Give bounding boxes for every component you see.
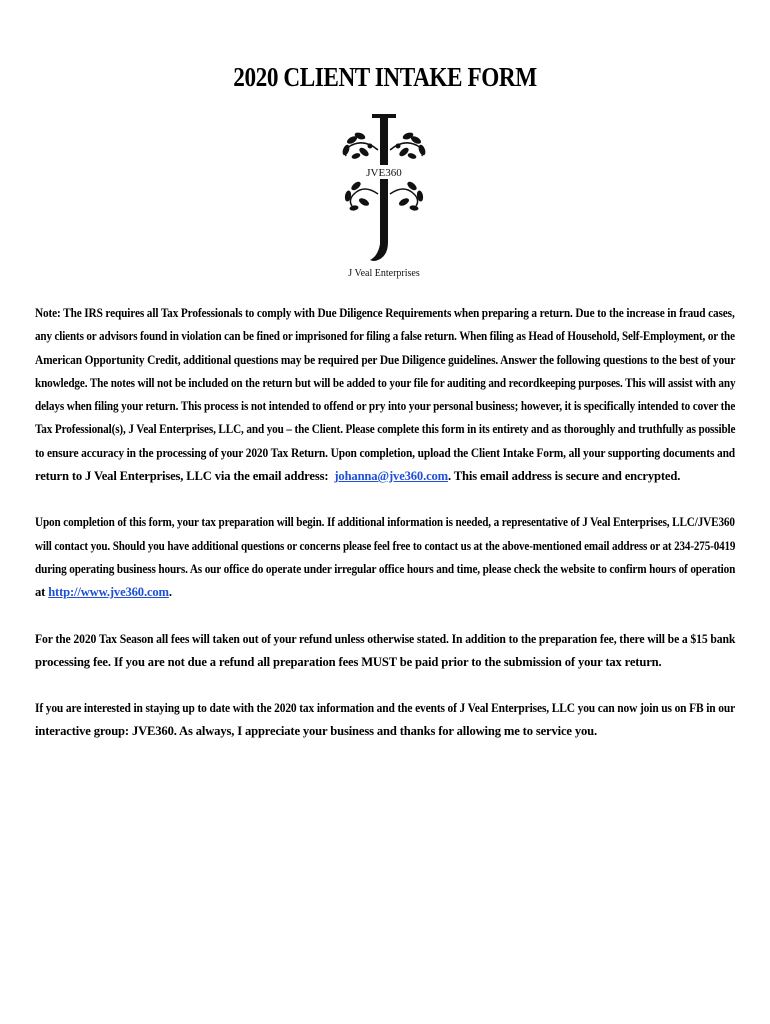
paragraph-line: during operating business hours. As our office do operate under irregular office hours and time, please check the website to confirm hours of operation [35,561,736,576]
paragraph-line: any clients or advisors found in violation can be fined or imprisoned for filing a false return. When filing as Head of Household, Self-Employment, or the [35,329,735,344]
website-link[interactable]: http://www.jve360.com [48,585,169,600]
fees-paragraph [35,628,735,675]
logo-caption: J Veal Enterprises [348,268,420,279]
contact-paragraph [35,511,735,604]
email-trailing-text: . This email address is secure and encrypted. [448,469,681,484]
website-trailing-text: . [168,585,172,600]
logo-serif-bar [372,114,396,118]
paragraph-line: knowledge. The notes will not be included on the return but will be added to your file for auditing and recordkeeping purposes. This will assist with any [35,375,736,390]
facebook-group-paragraph [35,697,735,744]
paragraph-line [35,465,735,488]
logo-flourish-lower-left [345,181,378,211]
paragraph-line: will contact you. Should you have additional questions or concerns please feel free to contact us at the above-mentioned email address or at 234-275-0419 [35,538,736,553]
document-body [35,302,735,767]
paragraph-line: Note: The IRS requires all Tax Professionals to comply with Due Diligence Requirements when preparing a return. Due to the increase in fraud cases, [35,306,735,320]
paragraph-line: For the 2020 Tax Season all fees will taken out of your refund unless otherwise stated. In addition to the preparation fee, there will be a $15 bank [35,631,736,646]
logo-mark-text: JVE360 [366,167,402,179]
paragraph-line: Upon completion of this form, your tax preparation will begin. If additional information is needed, a representative of J Veal Enterprises, LLC/JVE360 [35,515,735,530]
due-diligence-paragraph [35,302,735,488]
paragraph-line: Tax Professional(s), J Veal Enterprises, LLC, and you – the Client. Please complete this form in its entirety and as thoroughly and truthfully as possible [35,422,736,437]
email-lead-text: return to J Veal Enterprises, LLC via the email address: [35,469,329,484]
paragraph-line: If you are interested in staying up to date with the 2020 tax information and the events of J Veal Enterprises, LLC you can now join us on FB in our [35,701,736,716]
paragraph-line [35,581,735,604]
paragraph-line: interactive group: JVE360. As always, I appreciate your business and thanks for allowing me to service you. [35,724,598,739]
paragraph-line: to ensure accuracy in the processing of your 2020 Tax Return. Upon completion, upload the Client Intake Form, all your supporting documents and [35,445,736,460]
page-title: 2020 CLIENT INTAKE FORM [233,62,537,92]
logo-flourish-upper-right [390,132,426,159]
logo-flourish-lower-right [390,181,423,211]
logo-j-stem [370,118,388,261]
paragraph-line: processing fee. If you are not due a refund all preparation fees MUST be paid prior to the submission of your tax return. [35,654,662,669]
logo-flourish-upper-left [342,132,378,159]
email-link[interactable]: johanna@jve360.com [334,469,448,484]
paragraph-line: delays when filing your return. This process is not intended to offend or pry into your personal business; however, it is specifically intended to cover the [35,399,736,414]
paragraph-line: American Opportunity Credit, additional questions may be required per Due Diligence guidelines. Answer the following questions to the best of your [35,352,736,367]
logo-mark [334,110,434,282]
company-logo [334,110,434,282]
website-lead-text: at [35,585,46,600]
